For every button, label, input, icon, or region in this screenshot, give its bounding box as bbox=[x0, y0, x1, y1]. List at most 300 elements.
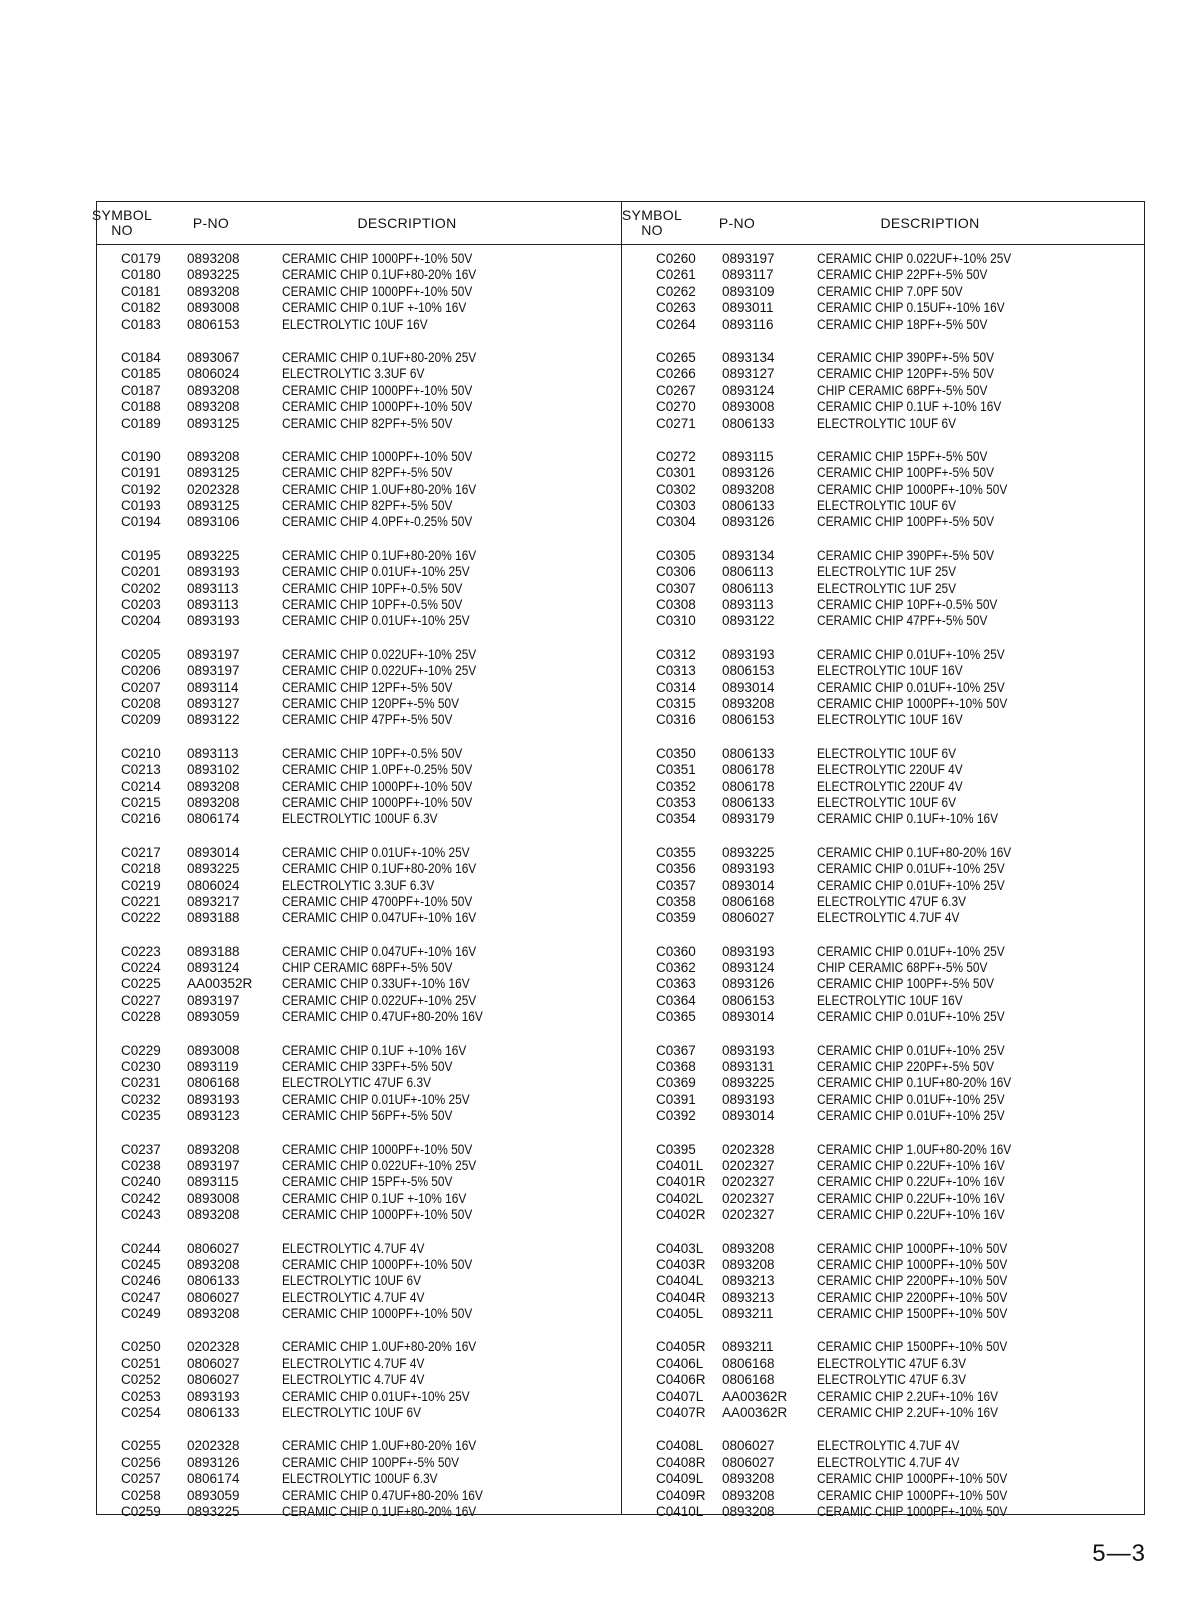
header-symbol-left bbox=[91, 202, 153, 244]
description-cell: CERAMIC CHIP 4.0PF+-0.25% 50V bbox=[282, 514, 473, 530]
parts-group bbox=[97, 1043, 621, 1125]
symbol-cell: C0217 bbox=[121, 844, 161, 860]
description-cell: CERAMIC CHIP 1000PF+-10% 50V bbox=[282, 283, 473, 299]
part-number-cell: 0893117 bbox=[722, 267, 774, 283]
parts-group bbox=[632, 251, 1146, 333]
description-cell: CERAMIC CHIP 1.0PF+-0.25% 50V bbox=[282, 762, 473, 778]
symbol-cell: C0358 bbox=[656, 893, 696, 909]
description-cell: CERAMIC CHIP 120PF+-5% 50V bbox=[282, 695, 460, 711]
table-row bbox=[97, 465, 621, 481]
table-row bbox=[97, 1158, 621, 1174]
parts-group bbox=[97, 1438, 621, 1520]
description-cell: ELECTROLYTIC 1UF 25V bbox=[817, 564, 957, 580]
description-cell: CERAMIC CHIP 0.1UF+80-20% 16V bbox=[282, 267, 477, 283]
description-cell: ELECTROLYTIC 10UF 16V bbox=[817, 992, 963, 1008]
description-cell: CERAMIC CHIP 47PF+-5% 50V bbox=[817, 613, 988, 629]
symbol-cell: C0367 bbox=[656, 1042, 696, 1058]
description-cell: CERAMIC CHIP 0.1UF+80-20% 16V bbox=[282, 861, 477, 877]
part-number-cell: 0806027 bbox=[722, 910, 775, 926]
table-row bbox=[632, 680, 1146, 696]
symbol-cell: C0218 bbox=[121, 861, 161, 877]
description-cell: CERAMIC CHIP 0.1UF+80-20% 16V bbox=[817, 844, 1012, 860]
header-pno-left: P-NO bbox=[192, 214, 230, 231]
part-number-cell: 0806174 bbox=[187, 811, 240, 827]
part-number-cell: 0893116 bbox=[722, 316, 774, 332]
table-row bbox=[97, 1092, 621, 1108]
description-cell: CERAMIC CHIP 1000PF+-10% 50V bbox=[817, 1471, 1008, 1487]
part-number-cell: 0806133 bbox=[722, 745, 775, 761]
part-number-cell: 0893208 bbox=[187, 1256, 240, 1272]
parts-group bbox=[97, 845, 621, 927]
part-number-cell: 0893127 bbox=[722, 366, 775, 382]
symbol-cell: C0216 bbox=[121, 811, 161, 827]
description-cell: CERAMIC CHIP 2200PF+-10% 50V bbox=[817, 1273, 1008, 1289]
part-number-cell: 0893225 bbox=[187, 267, 240, 283]
part-number-cell: 0893014 bbox=[722, 877, 775, 893]
description-cell: CHIP CERAMIC 68PF+-5% 50V bbox=[282, 960, 453, 976]
description-cell: ELECTROLYTIC 4.7UF 4V bbox=[817, 1438, 960, 1454]
part-number-cell: 0806133 bbox=[187, 1273, 240, 1289]
symbol-cell: C0272 bbox=[656, 448, 696, 464]
table-row bbox=[632, 597, 1146, 613]
table-row bbox=[632, 861, 1146, 877]
symbol-cell: C0266 bbox=[656, 366, 696, 382]
part-number-cell: 0806113 bbox=[722, 580, 774, 596]
part-number-cell: 0806113 bbox=[722, 564, 774, 580]
table-row bbox=[97, 1191, 621, 1207]
symbol-cell: C0369 bbox=[656, 1075, 696, 1091]
part-number-cell: 0893211 bbox=[722, 1306, 774, 1322]
table-row bbox=[632, 1273, 1146, 1289]
description-cell: CERAMIC CHIP 22PF+-5% 50V bbox=[817, 267, 988, 283]
table-row bbox=[97, 746, 621, 762]
description-cell: CERAMIC CHIP 33PF+-5% 50V bbox=[282, 1059, 453, 1075]
part-number-cell: 0806153 bbox=[722, 992, 775, 1008]
table-row bbox=[632, 613, 1146, 629]
part-number-cell: 0893059 bbox=[187, 1009, 240, 1025]
part-number-cell: 0202327 bbox=[722, 1207, 775, 1223]
description-cell: CERAMIC CHIP 1000PF+-10% 50V bbox=[282, 778, 473, 794]
description-cell: CERAMIC CHIP 0.01UF+-10% 25V bbox=[282, 844, 470, 860]
table-row bbox=[632, 1158, 1146, 1174]
table-row bbox=[97, 762, 621, 778]
symbol-cell: C0362 bbox=[656, 960, 696, 976]
description-cell: CERAMIC CHIP 390PF+-5% 50V bbox=[817, 547, 995, 563]
part-number-cell: 0806133 bbox=[187, 1405, 240, 1421]
table-row bbox=[632, 878, 1146, 894]
part-number-cell: 0893059 bbox=[187, 1487, 240, 1503]
table-row bbox=[632, 366, 1146, 382]
symbol-cell: C0210 bbox=[121, 745, 161, 761]
symbol-cell: C0312 bbox=[656, 646, 696, 662]
table-row bbox=[97, 1488, 621, 1504]
description-cell: CERAMIC CHIP 0.33UF+-10% 16V bbox=[282, 976, 470, 992]
description-cell: CERAMIC CHIP 7.0PF 50V bbox=[817, 283, 963, 299]
symbol-cell: C0242 bbox=[121, 1190, 161, 1206]
description-cell: CERAMIC CHIP 0.1UF+80-20% 25V bbox=[282, 349, 477, 365]
table-row bbox=[97, 284, 621, 300]
part-number-cell: 0806024 bbox=[187, 366, 240, 382]
table-row bbox=[632, 1356, 1146, 1372]
symbol-cell: C0223 bbox=[121, 943, 161, 959]
symbol-cell: C0195 bbox=[121, 547, 161, 563]
symbol-cell: C0316 bbox=[656, 712, 696, 728]
table-row bbox=[632, 696, 1146, 712]
description-cell: ELECTROLYTIC 3.3UF 6.3V bbox=[282, 877, 435, 893]
part-number-cell: 0893115 bbox=[722, 448, 774, 464]
symbol-cell: C0231 bbox=[121, 1075, 161, 1091]
symbol-cell: C0191 bbox=[121, 465, 161, 481]
parts-group bbox=[97, 1142, 621, 1224]
description-cell: ELECTROLYTIC 10UF 6V bbox=[282, 1405, 422, 1421]
description-cell: CERAMIC CHIP 1.0UF+80-20% 16V bbox=[282, 1339, 477, 1355]
description-cell: CERAMIC CHIP 15PF+-5% 50V bbox=[282, 1174, 453, 1190]
part-number-cell: 0893208 bbox=[187, 1141, 240, 1157]
description-cell: CERAMIC CHIP 18PF+-5% 50V bbox=[817, 316, 988, 332]
part-number-cell: 0202327 bbox=[722, 1174, 775, 1190]
table-row bbox=[97, 416, 621, 432]
table-row bbox=[632, 1174, 1146, 1190]
parts-group bbox=[632, 350, 1146, 432]
symbol-cell: C0368 bbox=[656, 1059, 696, 1075]
table-row bbox=[632, 1455, 1146, 1471]
table-row bbox=[97, 482, 621, 498]
description-cell: CERAMIC CHIP 1000PF+-10% 50V bbox=[282, 794, 473, 810]
description-cell: CERAMIC CHIP 0.022UF+-10% 25V bbox=[282, 992, 477, 1008]
description-cell: CERAMIC CHIP 0.22UF+-10% 16V bbox=[817, 1190, 1005, 1206]
symbol-cell: C0356 bbox=[656, 861, 696, 877]
symbol-cell: C0209 bbox=[121, 712, 161, 728]
description-cell: CERAMIC CHIP 0.01UF+-10% 25V bbox=[282, 564, 470, 580]
description-cell: CERAMIC CHIP 0.01UF+-10% 25V bbox=[282, 1091, 470, 1107]
table-row bbox=[97, 597, 621, 613]
symbol-cell: C0230 bbox=[121, 1059, 161, 1075]
parts-group bbox=[97, 944, 621, 1026]
description-cell: CERAMIC CHIP 0.1UF +-10% 16V bbox=[817, 399, 1002, 415]
description-cell: CERAMIC CHIP 0.1UF+80-20% 16V bbox=[817, 1075, 1012, 1091]
part-number-cell: 0893188 bbox=[187, 943, 240, 959]
symbol-cell: C0258 bbox=[121, 1487, 161, 1503]
symbol-cell: C0354 bbox=[656, 811, 696, 827]
description-cell: ELECTROLYTIC 100UF 6.3V bbox=[282, 1471, 438, 1487]
description-cell: CERAMIC CHIP 47PF+-5% 50V bbox=[282, 712, 453, 728]
description-cell: CERAMIC CHIP 82PF+-5% 50V bbox=[282, 465, 453, 481]
table-row bbox=[632, 465, 1146, 481]
symbol-cell: C0256 bbox=[121, 1454, 161, 1470]
part-number-cell: 0806024 bbox=[187, 877, 240, 893]
part-number-cell: 0893197 bbox=[187, 646, 240, 662]
table-row bbox=[632, 416, 1146, 432]
part-number-cell: 0806178 bbox=[722, 762, 775, 778]
part-number-cell: 0893008 bbox=[722, 399, 775, 415]
description-cell: CERAMIC CHIP 0.01UF+-10% 25V bbox=[817, 943, 1005, 959]
table-row bbox=[632, 811, 1146, 827]
symbol-cell: C0360 bbox=[656, 943, 696, 959]
parts-group bbox=[632, 1438, 1146, 1520]
description-cell: CERAMIC CHIP 10PF+-0.5% 50V bbox=[282, 745, 463, 761]
description-cell: CERAMIC CHIP 0.01UF+-10% 25V bbox=[282, 613, 470, 629]
table-row bbox=[97, 1241, 621, 1257]
description-cell: CERAMIC CHIP 120PF+-5% 50V bbox=[817, 366, 995, 382]
left-parts-list bbox=[97, 251, 621, 1537]
parts-group bbox=[632, 1339, 1146, 1421]
part-number-cell: 0893208 bbox=[722, 1240, 775, 1256]
symbol-cell: C0404L bbox=[656, 1273, 704, 1289]
symbol-cell: C0409L bbox=[656, 1471, 704, 1487]
table-row bbox=[97, 811, 621, 827]
description-cell: CERAMIC CHIP 100PF+-5% 50V bbox=[817, 514, 995, 530]
table-row bbox=[632, 1471, 1146, 1487]
symbol-cell: C0351 bbox=[656, 762, 696, 778]
description-cell: ELECTROLYTIC 10UF 6V bbox=[817, 498, 957, 514]
table-row bbox=[632, 350, 1146, 366]
symbol-cell: C0314 bbox=[656, 679, 696, 695]
table-row bbox=[632, 300, 1146, 316]
part-number-cell: 0893225 bbox=[722, 844, 775, 860]
part-number-cell: 0893208 bbox=[722, 1471, 775, 1487]
part-number-cell: 0893208 bbox=[722, 1504, 775, 1519]
description-cell: CERAMIC CHIP 0.47UF+80-20% 16V bbox=[282, 1009, 483, 1025]
part-number-cell: 0893193 bbox=[722, 646, 775, 662]
part-number-cell: 0893127 bbox=[187, 695, 240, 711]
description-cell: CERAMIC CHIP 1000PF+-10% 50V bbox=[282, 1207, 473, 1223]
table-row bbox=[632, 1059, 1146, 1075]
description-cell: ELECTROLYTIC 4.7UF 4V bbox=[282, 1289, 425, 1305]
symbol-cell: C0222 bbox=[121, 910, 161, 926]
table-row bbox=[97, 894, 621, 910]
description-cell: CHIP CERAMIC 68PF+-5% 50V bbox=[817, 382, 988, 398]
part-number-cell: 0806153 bbox=[722, 663, 775, 679]
part-number-cell: 0893008 bbox=[187, 1190, 240, 1206]
part-number-cell: 0893197 bbox=[187, 663, 240, 679]
description-cell: CERAMIC CHIP 1000PF+-10% 50V bbox=[282, 448, 473, 464]
part-number-cell: 0893014 bbox=[722, 679, 775, 695]
parts-group bbox=[632, 1241, 1146, 1323]
symbol-cell: C0350 bbox=[656, 745, 696, 761]
symbol-cell: C0407L bbox=[656, 1388, 704, 1404]
description-cell: CERAMIC CHIP 12PF+-5% 50V bbox=[282, 679, 453, 695]
description-cell: CERAMIC CHIP 0.22UF+-10% 16V bbox=[817, 1157, 1005, 1173]
part-number-cell: 0893134 bbox=[722, 547, 775, 563]
part-number-cell: 0202327 bbox=[722, 1157, 775, 1173]
part-number-cell: 0893213 bbox=[722, 1273, 775, 1289]
table-row bbox=[632, 1438, 1146, 1454]
description-cell: CERAMIC CHIP 100PF+-5% 50V bbox=[282, 1454, 460, 1470]
parts-group bbox=[97, 449, 621, 531]
table-row bbox=[632, 1257, 1146, 1273]
parts-group bbox=[97, 350, 621, 432]
table-row bbox=[632, 663, 1146, 679]
parts-group bbox=[632, 647, 1146, 729]
table-row bbox=[97, 514, 621, 530]
symbol-cell: C0254 bbox=[121, 1405, 161, 1421]
part-number-cell: 0806027 bbox=[187, 1372, 240, 1388]
part-number-cell: 0806133 bbox=[722, 415, 775, 431]
description-cell: ELECTROLYTIC 47UF 6.3V bbox=[817, 1372, 966, 1388]
part-number-cell: 0893008 bbox=[187, 1042, 240, 1058]
parts-group bbox=[97, 647, 621, 729]
table-row bbox=[632, 449, 1146, 465]
symbol-cell: C0249 bbox=[121, 1306, 161, 1322]
symbol-cell: C0301 bbox=[656, 465, 696, 481]
symbol-cell: C0395 bbox=[656, 1141, 696, 1157]
description-cell: ELECTROLYTIC 10UF 16V bbox=[817, 663, 963, 679]
description-cell: ELECTROLYTIC 220UF 4V bbox=[817, 762, 963, 778]
symbol-cell: C0410L bbox=[656, 1504, 704, 1519]
part-number-cell: 0893126 bbox=[722, 514, 775, 530]
description-cell: ELECTROLYTIC 100UF 6.3V bbox=[282, 811, 438, 827]
description-cell: CERAMIC CHIP 0.01UF+-10% 25V bbox=[817, 646, 1005, 662]
part-number-cell: 0893008 bbox=[187, 300, 240, 316]
part-number-cell: AA00352R bbox=[187, 976, 253, 992]
part-number-cell: 0893179 bbox=[722, 811, 775, 827]
symbol-cell: C0403L bbox=[656, 1240, 704, 1256]
part-number-cell: 0893193 bbox=[187, 1388, 240, 1404]
symbol-cell: C0225 bbox=[121, 976, 161, 992]
part-number-cell: 0893067 bbox=[187, 349, 240, 365]
parts-group bbox=[632, 1142, 1146, 1224]
description-cell: ELECTROLYTIC 4.7UF 4V bbox=[817, 1454, 960, 1470]
description-cell: CERAMIC CHIP 1000PF+-10% 50V bbox=[282, 251, 473, 266]
header-symbol-line1: SYMBOL bbox=[91, 207, 153, 223]
table-row bbox=[97, 1059, 621, 1075]
table-row bbox=[632, 514, 1146, 530]
symbol-cell: C0271 bbox=[656, 415, 696, 431]
symbol-cell: C0206 bbox=[121, 663, 161, 679]
part-number-cell: 0893208 bbox=[187, 448, 240, 464]
description-cell: ELECTROLYTIC 4.7UF 4V bbox=[282, 1355, 425, 1371]
symbol-cell: C0267 bbox=[656, 382, 696, 398]
part-number-cell: 0893124 bbox=[722, 382, 775, 398]
table-row bbox=[97, 1372, 621, 1388]
symbol-cell: C0192 bbox=[121, 481, 161, 497]
right-parts-list bbox=[632, 251, 1146, 1537]
part-number-cell: 0893114 bbox=[187, 679, 239, 695]
description-cell: CERAMIC CHIP 15PF+-5% 50V bbox=[817, 448, 988, 464]
symbol-cell: C0403R bbox=[656, 1256, 706, 1272]
description-cell: CERAMIC CHIP 0.1UF +-10% 16V bbox=[282, 300, 467, 316]
symbol-cell: C0406R bbox=[656, 1372, 706, 1388]
description-cell: CERAMIC CHIP 1.0UF+80-20% 16V bbox=[817, 1141, 1012, 1157]
table-row bbox=[97, 300, 621, 316]
symbol-cell: C0182 bbox=[121, 300, 161, 316]
part-number-cell: 0893193 bbox=[722, 1091, 775, 1107]
symbol-cell: C0207 bbox=[121, 679, 161, 695]
symbol-cell: C0203 bbox=[121, 597, 161, 613]
table-row bbox=[632, 1290, 1146, 1306]
symbol-cell: C0303 bbox=[656, 498, 696, 514]
parts-group bbox=[632, 548, 1146, 630]
table-row bbox=[97, 795, 621, 811]
description-cell: ELECTROLYTIC 47UF 6.3V bbox=[817, 893, 966, 909]
symbol-cell: C0188 bbox=[121, 399, 161, 415]
symbol-cell: C0246 bbox=[121, 1273, 161, 1289]
description-cell: CERAMIC CHIP 0.01UF+-10% 25V bbox=[817, 861, 1005, 877]
description-cell: ELECTROLYTIC 10UF 16V bbox=[282, 316, 428, 332]
symbol-cell: C0251 bbox=[121, 1355, 161, 1371]
description-cell: CERAMIC CHIP 100PF+-5% 50V bbox=[817, 976, 995, 992]
parts-table bbox=[91, 201, 1145, 1519]
symbol-cell: C0194 bbox=[121, 514, 161, 530]
part-number-cell: 0893126 bbox=[187, 1454, 240, 1470]
part-number-cell: 0893109 bbox=[722, 283, 775, 299]
symbol-cell: C0184 bbox=[121, 349, 161, 365]
description-cell: CERAMIC CHIP 10PF+-0.5% 50V bbox=[817, 597, 998, 613]
symbol-cell: C0237 bbox=[121, 1141, 161, 1157]
table-row bbox=[97, 498, 621, 514]
description-cell: CERAMIC CHIP 0.01UF+-10% 25V bbox=[817, 1042, 1005, 1058]
part-number-cell: 0893208 bbox=[187, 794, 240, 810]
description-cell: ELECTROLYTIC 10UF 16V bbox=[817, 712, 963, 728]
symbol-cell: C0392 bbox=[656, 1108, 696, 1124]
table-row bbox=[632, 1488, 1146, 1504]
part-number-cell: 0893208 bbox=[722, 481, 775, 497]
table-row bbox=[97, 1471, 621, 1487]
part-number-cell: 0202328 bbox=[722, 1141, 775, 1157]
symbol-cell: C0205 bbox=[121, 646, 161, 662]
table-row bbox=[97, 1389, 621, 1405]
symbol-cell: C0363 bbox=[656, 976, 696, 992]
part-number-cell: 0893208 bbox=[187, 251, 240, 266]
part-number-cell: 0893113 bbox=[722, 597, 774, 613]
header-symbol-right bbox=[621, 202, 683, 244]
table-row bbox=[97, 564, 621, 580]
symbol-cell: C0229 bbox=[121, 1042, 161, 1058]
description-cell: ELECTROLYTIC 10UF 6V bbox=[282, 1273, 422, 1289]
symbol-cell: C0263 bbox=[656, 300, 696, 316]
part-number-cell: 0893125 bbox=[187, 465, 240, 481]
symbol-cell: C0353 bbox=[656, 794, 696, 810]
part-number-cell: 0893211 bbox=[722, 1339, 774, 1355]
part-number-cell: 0893225 bbox=[187, 1504, 240, 1519]
part-number-cell: 0893124 bbox=[722, 960, 775, 976]
table-row bbox=[97, 1290, 621, 1306]
table-row bbox=[632, 1241, 1146, 1257]
part-number-cell: 0893193 bbox=[722, 1042, 775, 1058]
symbol-cell: C0310 bbox=[656, 613, 696, 629]
part-number-cell: 0893225 bbox=[187, 861, 240, 877]
part-number-cell: 0893126 bbox=[722, 465, 775, 481]
parts-group bbox=[97, 746, 621, 828]
table-row bbox=[97, 1306, 621, 1322]
description-cell: ELECTROLYTIC 47UF 6.3V bbox=[282, 1075, 431, 1091]
header-description-left: DESCRIPTION bbox=[357, 214, 457, 231]
parts-group bbox=[632, 449, 1146, 531]
symbol-cell: C0401L bbox=[656, 1157, 704, 1173]
part-number-cell: 0893197 bbox=[187, 1157, 240, 1173]
symbol-cell: C0408L bbox=[656, 1438, 704, 1454]
symbol-cell: C0357 bbox=[656, 877, 696, 893]
part-number-cell: 0806153 bbox=[722, 712, 775, 728]
description-cell: CERAMIC CHIP 82PF+-5% 50V bbox=[282, 415, 453, 431]
table-row bbox=[632, 960, 1146, 976]
part-number-cell: 0202327 bbox=[722, 1190, 775, 1206]
table-row bbox=[632, 647, 1146, 663]
description-cell: CERAMIC CHIP 0.01UF+-10% 25V bbox=[817, 1091, 1005, 1107]
description-cell: CERAMIC CHIP 0.01UF+-10% 25V bbox=[817, 1108, 1005, 1124]
part-number-cell: 0806133 bbox=[722, 498, 775, 514]
symbol-cell: C0189 bbox=[121, 415, 161, 431]
page-number: 5—3 bbox=[1092, 1540, 1146, 1567]
part-number-cell: 0893106 bbox=[187, 514, 240, 530]
table-row bbox=[97, 1043, 621, 1059]
table-row bbox=[97, 1405, 621, 1421]
description-cell: CERAMIC CHIP 1000PF+-10% 50V bbox=[817, 1487, 1008, 1503]
part-number-cell: 0893225 bbox=[187, 547, 240, 563]
symbol-cell: C0190 bbox=[121, 448, 161, 464]
part-number-cell: 0893126 bbox=[722, 976, 775, 992]
table-row bbox=[97, 613, 621, 629]
